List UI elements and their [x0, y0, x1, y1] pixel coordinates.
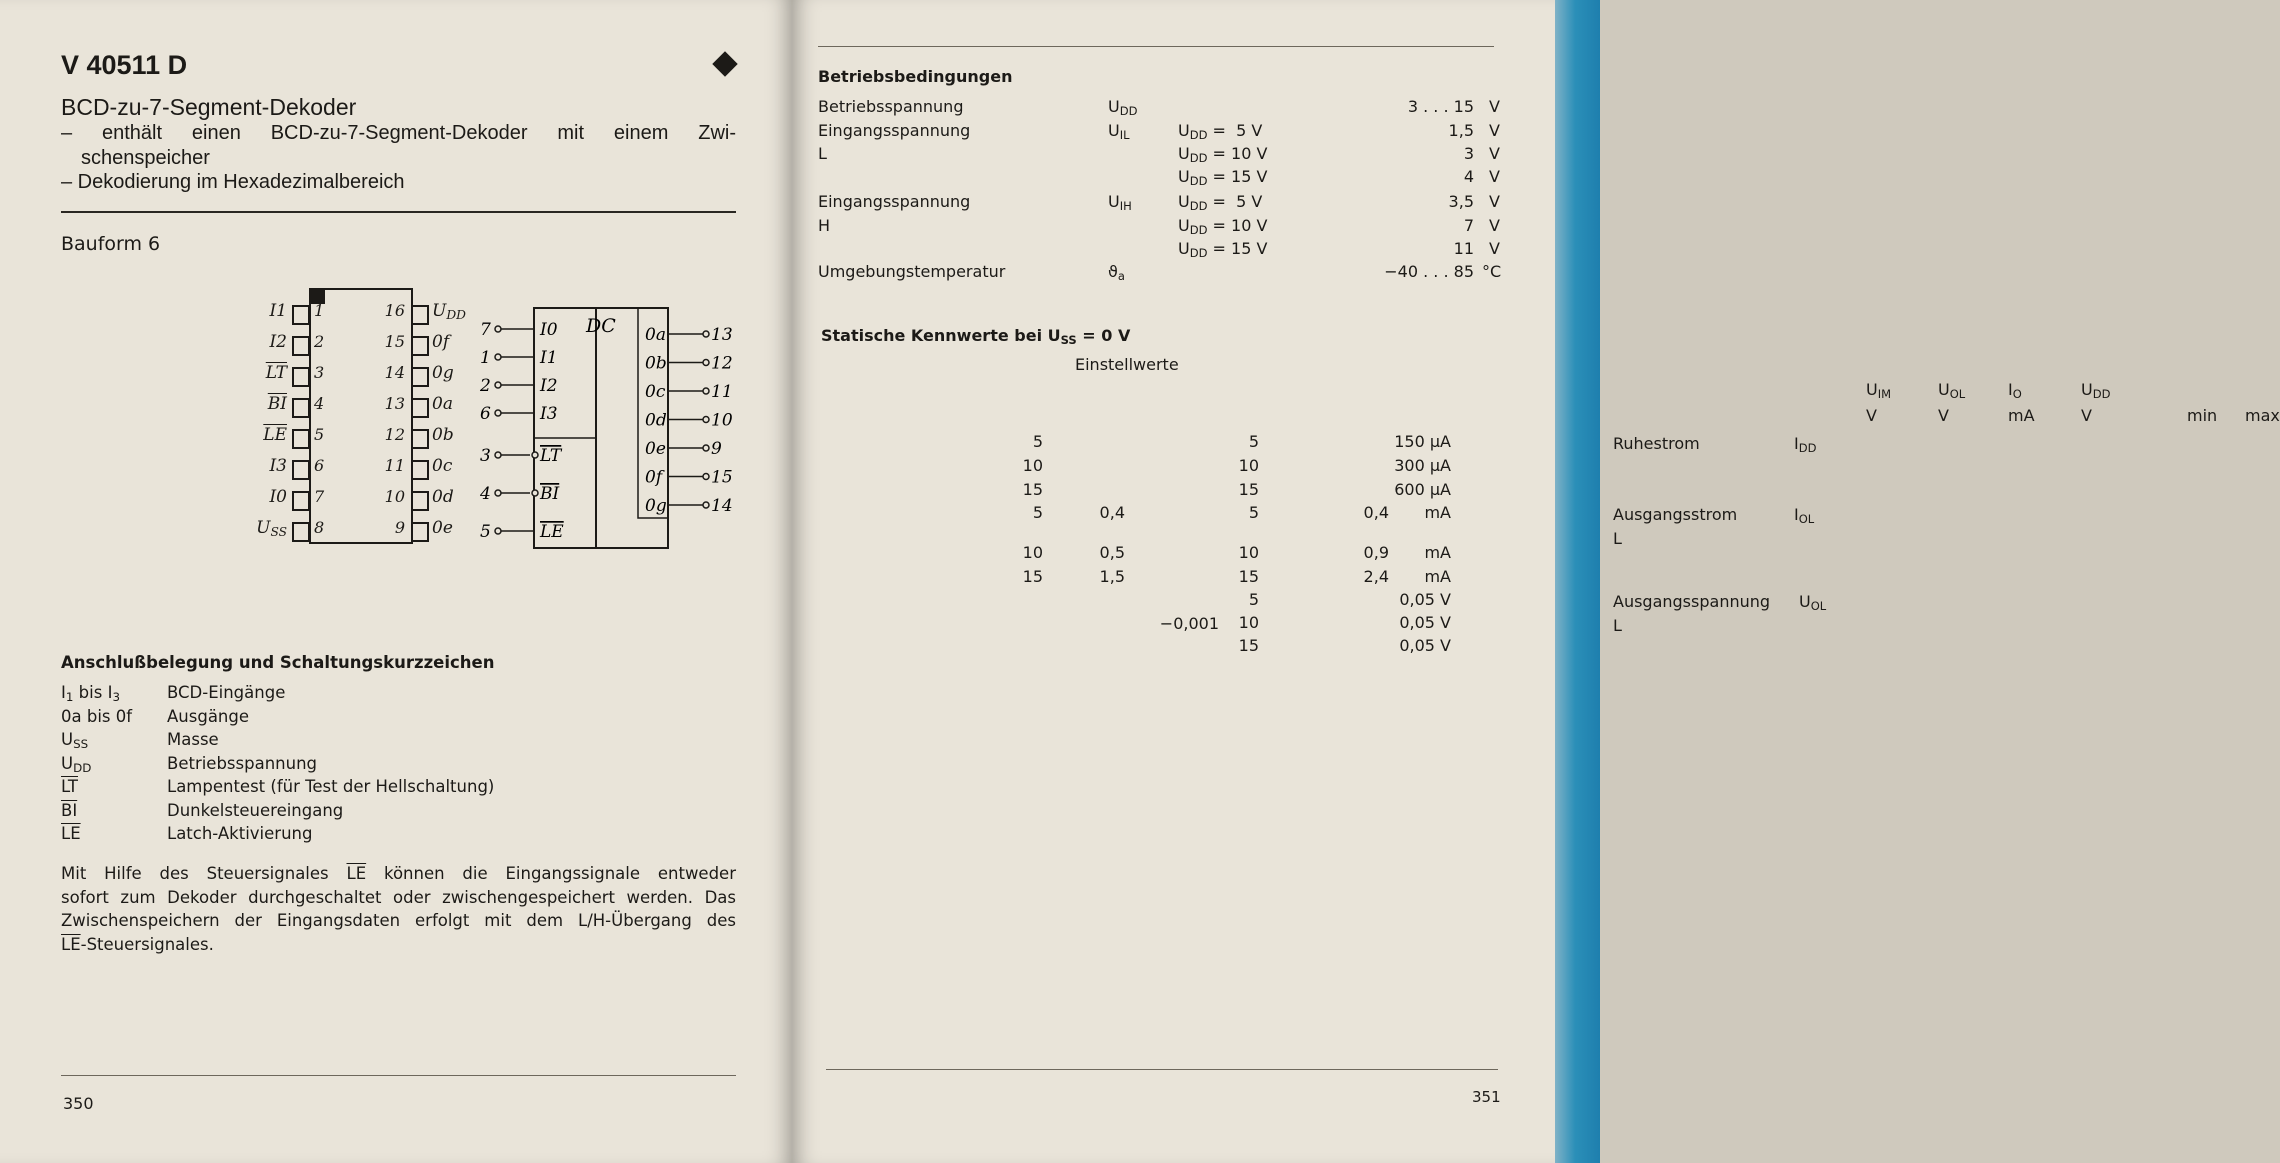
pin-pad-right: [411, 460, 429, 480]
pin-right-number: 14: [384, 363, 405, 382]
op-value: 3,5: [1448, 192, 1474, 211]
cell-udd: 10: [1238, 543, 1259, 562]
pin-left-label: $\overline{LT}$: [265, 363, 287, 383]
ausgangsstrom-name-2: L: [1613, 529, 1622, 548]
einstellwerte-header: Einstellwerte: [1075, 355, 1179, 374]
paragraph-line: Zwischenspeichern der Eingangsdaten erfolgt mit dem L/H-Übergang des: [61, 911, 736, 930]
pin-section-title: Anschlußbelegung und Schaltungskurzzeichen: [61, 653, 495, 672]
pin-right-label: $U_{DD}$: [432, 301, 466, 323]
pin-right-number: 16: [384, 301, 405, 320]
pin-description: Latch-Aktivierung: [167, 824, 313, 843]
pin-left-label: I0: [269, 487, 287, 507]
op-value: 3: [1463, 144, 1474, 163]
cell-unit: mA: [1424, 543, 1451, 562]
pin-right-label: 0b: [432, 425, 454, 445]
pin-pad-left: [292, 491, 310, 511]
cell-uol: 1,5: [1099, 567, 1125, 586]
pin-right-label: 0a: [432, 394, 453, 414]
cell-max: 600 µA: [1394, 480, 1451, 499]
pin-description: BCD-Eingänge: [167, 683, 286, 702]
cell-uol: 0,5: [1099, 543, 1125, 562]
logic-input-pin: 1: [480, 348, 491, 368]
pin-right-label: 0f: [432, 332, 450, 352]
ruhestrom-symbol: $I_{DD}$: [1794, 434, 1817, 455]
package-label: Bauform 6: [61, 233, 161, 255]
book-edge-strip: [1555, 0, 1600, 1163]
logic-negation-bubble: [532, 490, 538, 496]
op-value: 4: [1463, 167, 1474, 186]
pin-left-label: $\overline{LE}$: [263, 425, 287, 445]
op-condition: $U_{DD} = 5$ V: [1178, 121, 1263, 142]
diamond-marker-icon: [712, 51, 737, 76]
logic-input-terminal: [495, 382, 501, 388]
cell-uim: 5: [1032, 432, 1043, 451]
logic-input-block: [534, 308, 596, 548]
cell-udd: 15: [1238, 567, 1259, 586]
op-unit: V: [1489, 239, 1500, 258]
pin-right-number: 11: [384, 456, 405, 475]
op-value: 3 . . . 15: [1407, 97, 1474, 116]
pin-left-number: 7: [314, 487, 325, 506]
cell-unit: mA: [1424, 503, 1451, 522]
pin-right-number: 15: [384, 332, 405, 351]
ruhestrom-name: Ruhestrom: [1613, 434, 1700, 453]
cell-udd: 5: [1248, 590, 1259, 609]
logic-output-pin: 13: [711, 325, 733, 345]
logic-output-label: 0c: [645, 382, 666, 402]
column-head: $U_{IM}$: [1866, 380, 1892, 401]
cell-udd: 15: [1238, 636, 1259, 655]
logic-output-terminal: [703, 360, 709, 366]
logic-output-label: 0a: [645, 325, 666, 345]
cell-min: 0,9: [1363, 543, 1389, 562]
pin-pad-right: [411, 305, 429, 325]
cell-udd: 10: [1238, 613, 1259, 632]
logic-input-pin: 5: [480, 522, 491, 542]
pin-pad-left: [292, 367, 310, 387]
logic-input-label: I3: [540, 404, 558, 424]
op-name: Umgebungstemperatur: [818, 262, 1006, 281]
cell-uim: 10: [1022, 456, 1043, 475]
right-page: [792, 0, 2280, 1163]
pin-pad-left: [292, 398, 310, 418]
logic-output-pin: 14: [711, 496, 733, 516]
logic-input-pin: 4: [480, 484, 491, 504]
pin-pad-left: [292, 522, 310, 542]
pin-pad-right: [411, 491, 429, 511]
logic-input-label: BI: [540, 484, 560, 504]
pin-symbol: $U_{SS}$: [61, 730, 89, 751]
cell-max: 0,05 V: [1399, 613, 1451, 632]
pin-left-label: I2: [269, 332, 287, 352]
logic-input-terminal: [495, 410, 501, 416]
unit-head: V: [1866, 406, 1877, 425]
pin-left-label: $U_{SS}$: [256, 518, 287, 540]
logic-input-terminal: [495, 326, 501, 332]
pin-left-number: 3: [314, 363, 325, 382]
pin-right-label: 0e: [432, 518, 453, 538]
logic-output-terminal: [703, 388, 709, 394]
unit-head: V: [1938, 406, 1949, 425]
op-symbol: $U_{DD}$: [1108, 97, 1138, 118]
pin-left-number: 6: [314, 456, 325, 475]
operating-title: Betriebsbedingungen: [818, 67, 1013, 86]
pin-pad-left: [292, 460, 310, 480]
footer-rule-right: [826, 1069, 1498, 1070]
pin-right-number: 13: [384, 394, 405, 413]
op-unit: V: [1489, 144, 1500, 163]
op-value: 7: [1463, 216, 1474, 235]
paragraph-line: Mit Hilfe des Steuersignales $\overline{LE}$ können die Eingangssignale entweder: [61, 864, 736, 883]
column-head: $U_{DD}$: [2081, 380, 2111, 401]
op-name: L: [818, 144, 827, 163]
cell-unit: mA: [1424, 567, 1451, 586]
logic-output-pin: 11: [711, 382, 733, 402]
logic-output-pin: 15: [711, 467, 733, 488]
pin-symbol: 0a bis 0f: [61, 706, 133, 726]
pin-left-label: $\overline{BI}$: [267, 394, 287, 414]
column-head: $I_O$: [2008, 380, 2022, 401]
logic-output-label: 0g: [645, 496, 667, 516]
cell-udd: 5: [1248, 432, 1259, 451]
cell-uim: 15: [1022, 480, 1043, 499]
pin-left-label: I1: [269, 301, 287, 321]
logic-input-pin: 2: [480, 376, 491, 396]
ausgangsstrom-symbol: $I_{OL}$: [1794, 505, 1815, 526]
cell-uim: 10: [1022, 543, 1043, 562]
op-name: Betriebsspannung: [818, 97, 964, 116]
column-head: $U_{OL}$: [1938, 380, 1966, 401]
op-symbol: $ϑ_a$: [1108, 262, 1125, 283]
cell-udd: 10: [1238, 456, 1259, 475]
cell-max: 0,05 V: [1399, 636, 1451, 655]
page-number-right: 351: [1472, 1088, 1501, 1106]
ausgangsspannung-name: Ausgangsspannung: [1613, 592, 1771, 611]
cell-io: −0,001: [1159, 614, 1219, 633]
cell-udd: 15: [1238, 480, 1259, 499]
pin-symbol: $\overline{BI}$: [61, 800, 78, 820]
pin-description: Betriebsspannung: [167, 753, 318, 773]
cell-max: 300 µA: [1394, 456, 1451, 475]
pin-pad-right: [411, 336, 429, 356]
pin-pad-right: [411, 367, 429, 387]
paragraph-line: sofort zum Dekoder durchgeschaltet oder zwischengespeichert werden. Das: [61, 887, 736, 907]
logic-input-label: LE: [540, 522, 564, 542]
logic-input-terminal: [495, 354, 501, 360]
logic-output-label: 0f: [645, 467, 663, 488]
logic-input-label: I0: [540, 320, 558, 340]
pinout-diagram: [256, 284, 469, 549]
op-value: −40 . . . 85: [1384, 262, 1474, 281]
logic-input-pin: 3: [480, 446, 491, 466]
decoder-label: DC: [586, 315, 616, 337]
logic-input-label: LT: [540, 446, 562, 466]
op-name: Eingangsspannung: [818, 121, 971, 140]
pin-right-label: 0d: [432, 487, 454, 507]
logic-output-label: 0b: [645, 353, 667, 374]
pin-description: Dunkelsteuereingang: [167, 800, 344, 820]
op-value: 1,5: [1448, 121, 1474, 140]
op-unit: V: [1489, 121, 1500, 140]
logic-output-terminal: [703, 474, 709, 480]
op-unit: V: [1489, 192, 1500, 211]
logic-output-pin: 9: [711, 439, 722, 459]
cell-uim: 5: [1032, 503, 1043, 522]
header-rule: [61, 211, 736, 213]
left-page: [0, 0, 792, 1163]
logic-input-terminal: [495, 528, 501, 534]
cell-uol: 0,4: [1099, 503, 1125, 522]
pin-right-number: 12: [384, 425, 405, 444]
pin-symbol: $U_{DD}$: [61, 753, 92, 775]
logic-output-terminal: [703, 502, 709, 508]
op-condition: $U_{DD} = 10$ V: [1178, 216, 1268, 237]
op-condition: $U_{DD} = 10$ V: [1178, 144, 1268, 165]
unit-head: mA: [2008, 406, 2035, 425]
logic-input-terminal: [495, 452, 501, 458]
op-unit: °C: [1482, 262, 1502, 281]
op-unit: V: [1489, 167, 1500, 186]
pin-pad-left: [292, 429, 310, 449]
paragraph-line: $\overline{LE}$-Steuersignales.: [61, 934, 214, 954]
page-number-left: 350: [63, 1094, 94, 1113]
pin-left-number: 2: [314, 332, 325, 351]
logic-input-label: I2: [540, 376, 558, 396]
part-title: V 40511 D: [61, 50, 188, 80]
part-subtitle: BCD-zu-7-Segment-Dekoder: [61, 94, 357, 120]
op-symbol: $U_{IL}$: [1108, 121, 1130, 142]
pin-pad-left: [292, 305, 310, 325]
ausgangsspannung-name-2: L: [1613, 616, 1622, 635]
op-unit: V: [1489, 216, 1500, 235]
pin-right-label: 0c: [432, 456, 453, 476]
logic-input-pin: 6: [480, 404, 491, 424]
logic-output-pin: 10: [711, 410, 733, 431]
pin-pad-right: [411, 429, 429, 449]
logic-output-label: 0d: [645, 410, 667, 431]
pin-description: Lampentest (für Test der Hellschaltung): [167, 777, 495, 796]
pin-left-number: 8: [314, 518, 325, 537]
feature-line-3: – Dekodierung im Hexadezimalbereich: [61, 171, 405, 193]
pin-left-label: I3: [269, 456, 287, 476]
logic-input-terminal: [495, 490, 501, 496]
logic-negation-bubble: [532, 452, 538, 458]
op-condition: $U_{DD} = 5$ V: [1178, 192, 1263, 213]
logic-symbol: [478, 304, 740, 564]
pin-pad-right: [411, 522, 429, 542]
logic-output-label: 0e: [645, 439, 666, 459]
cell-max: 150 µA: [1394, 432, 1451, 451]
pin-pad-right: [411, 398, 429, 418]
logic-output-terminal: [703, 331, 709, 337]
pin-symbol: $\overline{LE}$: [61, 824, 81, 843]
pin-description: Masse: [167, 730, 219, 749]
op-unit: V: [1489, 97, 1500, 116]
pin-pad-left: [292, 336, 310, 356]
pin-right-number: 10: [384, 487, 405, 506]
feature-line-1: – enthält einen BCD-zu-7-Segment-Dekoder mit einem Zwi-: [61, 122, 736, 144]
pin-description: Ausgänge: [167, 706, 250, 726]
cell-min: 0,4: [1363, 503, 1389, 522]
static-title: Statische Kennwerte bei $U_{SS} = 0$ V: [821, 326, 1131, 347]
ausgangsstrom-name: Ausgangsstrom: [1613, 505, 1738, 524]
cell-uim: 15: [1022, 567, 1043, 586]
pin-right-number: 9: [394, 518, 405, 537]
pin-symbol: $\overline{LT}$: [61, 777, 78, 796]
pin-left-number: 5: [314, 425, 325, 444]
unit-head: min: [2187, 406, 2218, 425]
op-value: 11: [1453, 239, 1474, 258]
footer-rule: [61, 1075, 736, 1076]
logic-output-pin: 12: [711, 353, 733, 374]
op-condition: $U_{DD} = 15$ V: [1178, 167, 1268, 188]
pin-symbol: $I_1$ bis $I_3$: [61, 683, 121, 704]
ausgangsspannung-symbol: $U_{OL}$: [1799, 592, 1827, 613]
cell-min: 2,4: [1363, 567, 1389, 586]
logic-input-pin: 7: [480, 320, 491, 340]
op-condition: $U_{DD} = 15$ V: [1178, 239, 1268, 260]
unit-head: V: [2081, 406, 2092, 425]
op-name: H: [818, 216, 831, 235]
pin-left-number: 4: [314, 394, 325, 413]
pin-left-number: 1: [314, 301, 325, 320]
op-name: Eingangsspannung: [818, 192, 971, 211]
cell-max: 0,05 V: [1399, 590, 1451, 609]
unit-head: max: [2245, 406, 2280, 425]
logic-output-terminal: [703, 445, 709, 451]
feature-line-2: schenspeicher: [81, 147, 210, 169]
op-symbol: $U_{IH}$: [1108, 192, 1132, 213]
logic-output-terminal: [703, 417, 709, 423]
pin-right-label: 0g: [432, 363, 454, 383]
top-rule: [818, 46, 1494, 47]
logic-input-label: I1: [540, 348, 558, 368]
cell-udd: 5: [1248, 503, 1259, 522]
